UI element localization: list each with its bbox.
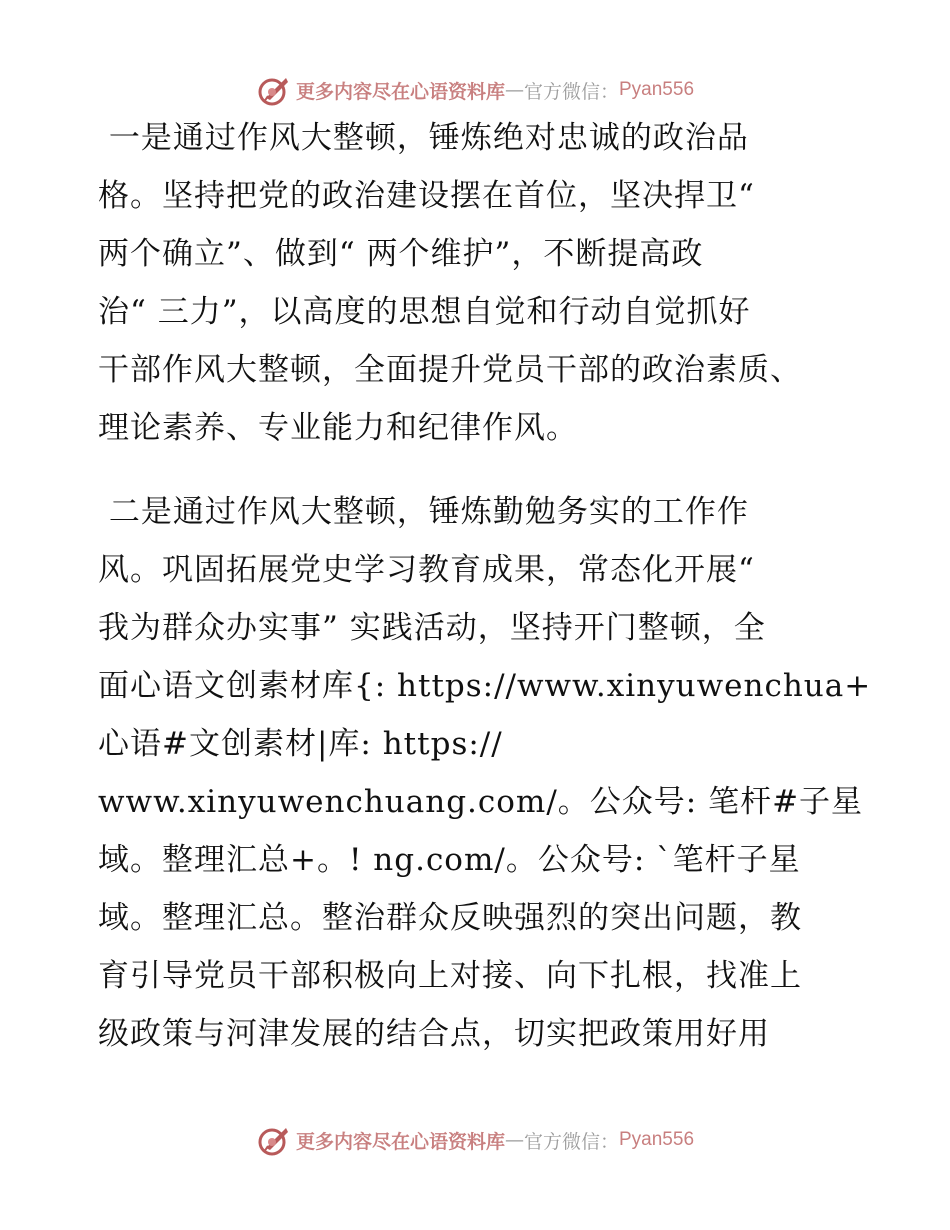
paragraph-2-line-2: 风。巩固拓展党史学习教育成果，常态化开展“ xyxy=(98,552,755,588)
paragraph-2-line-4: 面心语文创素材库{: https://www.xinyuwenchua+ xyxy=(98,668,872,704)
banner-dash: — xyxy=(504,1129,524,1151)
paragraph-1-line-1: 一是通过作风大整顿，锤炼绝对忠诚的政治品 xyxy=(98,120,749,156)
quill-logo-icon xyxy=(256,1122,292,1158)
paragraph-1-line-2: 格。坚持把党的政治建设摆在首位，坚决捍卫“ xyxy=(98,178,755,214)
paragraph-1-line-3: 两个确立”、做到“ 两个维护”，不断提高政 xyxy=(98,236,704,272)
paragraph-2-line-7: 域。整理汇总+。! ng.com/。公众号: `笔杆子星 xyxy=(98,842,801,878)
paragraph-2-line-8: 域。整理汇总。整治群众反映强烈的突出问题，教 xyxy=(98,900,802,936)
banner-title: 更多内容尽在心语资料库 xyxy=(295,80,505,103)
banner-dash: — xyxy=(504,79,524,101)
paragraph-1-line-4: 治“ 三力”，以高度的思想自觉和行动自觉抓好 xyxy=(98,294,751,330)
banner-wechat-id: Pyan556 xyxy=(619,1129,695,1150)
paragraph-2-line-9: 育引导党员干部积极向上对接、向下扎根，找准上 xyxy=(98,958,802,994)
banner-wechat-id: Pyan556 xyxy=(619,79,695,100)
banner-title: 更多内容尽在心语资料库 xyxy=(295,1130,505,1153)
paragraph-2-line-3: 我为群众办实事” 实践活动，坚持开门整顿，全 xyxy=(98,610,766,646)
paragraph-2-line-10: 级政策与河津发展的结合点，切实把政策用好用 xyxy=(98,1016,770,1052)
paragraph-2-line-6: www.xinyuwenchuang.com/。公众号: 笔杆#子星 xyxy=(98,784,864,820)
footer-banner xyxy=(0,1120,950,1160)
quill-logo-icon xyxy=(256,72,292,108)
banner-subtitle: 官方微信： xyxy=(523,80,619,103)
paragraph-1-line-6: 理论素养、专业能力和纪律作风。 xyxy=(98,410,578,446)
banner-subtitle: 官方微信： xyxy=(523,1130,619,1153)
paragraph-2-line-1: 二是通过作风大整顿，锤炼勤勉务实的工作作 xyxy=(98,494,749,530)
paragraph-2-line-5: 心语#文创素材|库: https:// xyxy=(98,726,503,762)
header-banner xyxy=(0,70,950,110)
paragraph-1-line-5: 干部作风大整顿，全面提升党员干部的政治素质、 xyxy=(98,352,802,388)
